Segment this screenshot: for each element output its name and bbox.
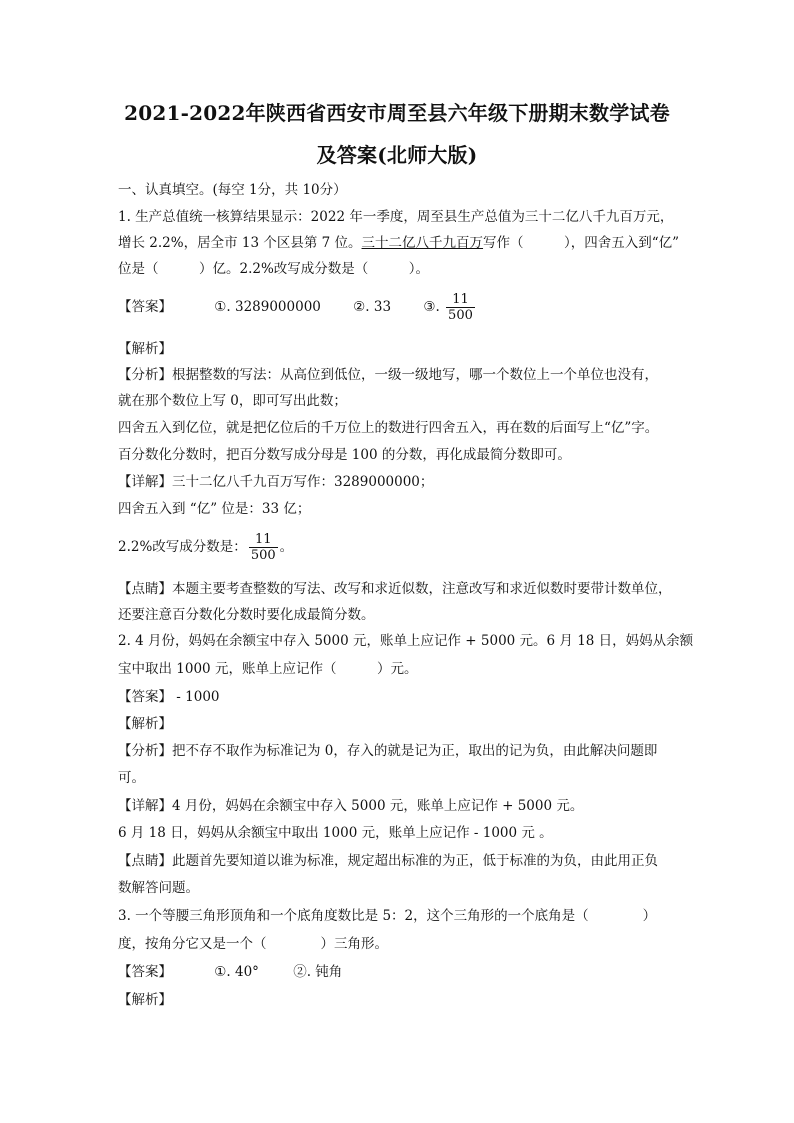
q1-text-line1: 1. 生产总值统一核算结果显示：2022 年一季度，周至县生产总值为三十二亿八千九百万元， [118, 209, 674, 225]
fraction-numerator: 11 [254, 532, 272, 547]
q3-text-line2: 度，按角分它又是一个（ ）三角形。 [118, 936, 388, 952]
q1-fenxi-line2: 就在那个数位上写 0，即可写出此数； [118, 393, 347, 409]
q2-fenxi-line1: 【分析】把不存不取作为标准记为 0，存入的就是记为正，取出的记为负，由此解决问题即 [118, 743, 658, 759]
q2-answer: 【答案】 - 1000 [118, 689, 220, 705]
q1-xiangjie-line2: 四舍五入到 “亿” 位是：33 亿； [118, 501, 311, 517]
doc-title-line1: 2021-2022年陕西省西安市周至县六年级下册期末数学试卷 [124, 101, 670, 125]
answer-label: 【答案】 [118, 299, 172, 315]
q2-dianjing-line2: 数解答问题。 [118, 880, 199, 896]
q1-xiangjie-fraction [249, 532, 278, 563]
q2-text-line1: 2. 4 月份，妈妈在余额宝中存入 5000 元，账单上应记作 + 5000 元。6 月 18 日，妈妈从余额 [118, 633, 694, 649]
q1-analysis-label: 【解析】 [118, 341, 172, 357]
section-heading: 一、认真填空。(每空 1分，共 10分） [118, 182, 347, 198]
q1-fenxi-line4: 百分数化分数时，把百分数写成分母是 100 的分数，再化成最简分数即可。 [118, 447, 571, 463]
q2-xiangjie-line1: 【详解】4 月份，妈妈在余额宝中存入 5000 元，账单上应记作 + 5000 元。 [118, 798, 584, 814]
q1-xiangjie-line3-text: 2.2%改写成分数是： [118, 539, 247, 555]
q1-dianjing-line1: 【点睛】本题主要考查整数的写法、改写和求近似数，注意改写和求近似数时要带计数单位， [118, 581, 672, 597]
q1-dianjing-line2: 还要注意百分数化分数时要化成最简分数。 [118, 607, 375, 623]
q2-analysis-label: 【解析】 [118, 716, 172, 732]
q3-answer-2: ②. 钝角 [293, 964, 343, 980]
q1-text-line3: 位是（ ）亿。2.2%改写成分数是（ ）。 [118, 261, 430, 277]
q1-xiangjie-line1: 【详解】三十二亿八千九百万写作：3289000000； [118, 474, 434, 490]
q1-text-line2 [118, 234, 679, 252]
answer-label: 【答案】 [118, 964, 172, 980]
q1-answer [118, 292, 477, 323]
q1-fenxi-line1: 【分析】根据整数的写法：从高位到低位，一级一级地写，哪一个数位上一个单位也没有， [118, 367, 658, 383]
doc-title-line2: 及答案(北师大版) [316, 143, 478, 167]
q1-answer-2: ②. 33 [353, 299, 392, 315]
q3-answer [118, 963, 342, 981]
fraction-denominator: 500 [250, 548, 276, 563]
q2-dianjing-line1: 【点睛】此题首先要知道以谁为标准，规定超出标准的为正，低于标准的为负，由此用正负 [118, 853, 658, 869]
q1-text-line2-b: 写作（ ），四舍五入到“亿” [483, 235, 680, 251]
q1-fenxi-line3: 四舍五入到亿位，就是把亿位后的千万位上的数进行四舍五入，再在数的后面写上“亿”字。 [118, 420, 659, 436]
q3-text-line1: 3. 一个等腰三角形顶角和一个底角度数比是 5：2，这个三角形的一个底角是（ ） [118, 908, 657, 924]
q1-xiangjie-line3-end: 。 [279, 539, 294, 555]
fraction-denominator: 500 [448, 308, 473, 323]
q3-answer-1: ①. 40° [214, 964, 259, 980]
q2-text-line2: 宝中取出 1000 元，账单上应记作（ ）元。 [118, 661, 418, 677]
q1-underlined-number: 三十二亿八千九百万 [361, 235, 484, 251]
q1-text-line2-a: 增长 2.2%，居全市 13 个区县第 7 位。 [118, 235, 362, 251]
q2-xiangjie-line2: 6 月 18 日，妈妈从余额宝中取出 1000 元，账单上应记作 - 1000 元 。 [118, 825, 553, 841]
q1-answer-fraction [446, 292, 475, 323]
q1-answer-1: ①. 3289000000 [214, 299, 321, 315]
q2-fenxi-line2: 可。 [118, 770, 145, 786]
fraction-numerator: 11 [452, 292, 469, 307]
q3-analysis-label: 【解析】 [118, 992, 172, 1008]
q1-xiangjie-line3 [118, 532, 293, 563]
q1-answer-3: ③. [423, 299, 440, 315]
